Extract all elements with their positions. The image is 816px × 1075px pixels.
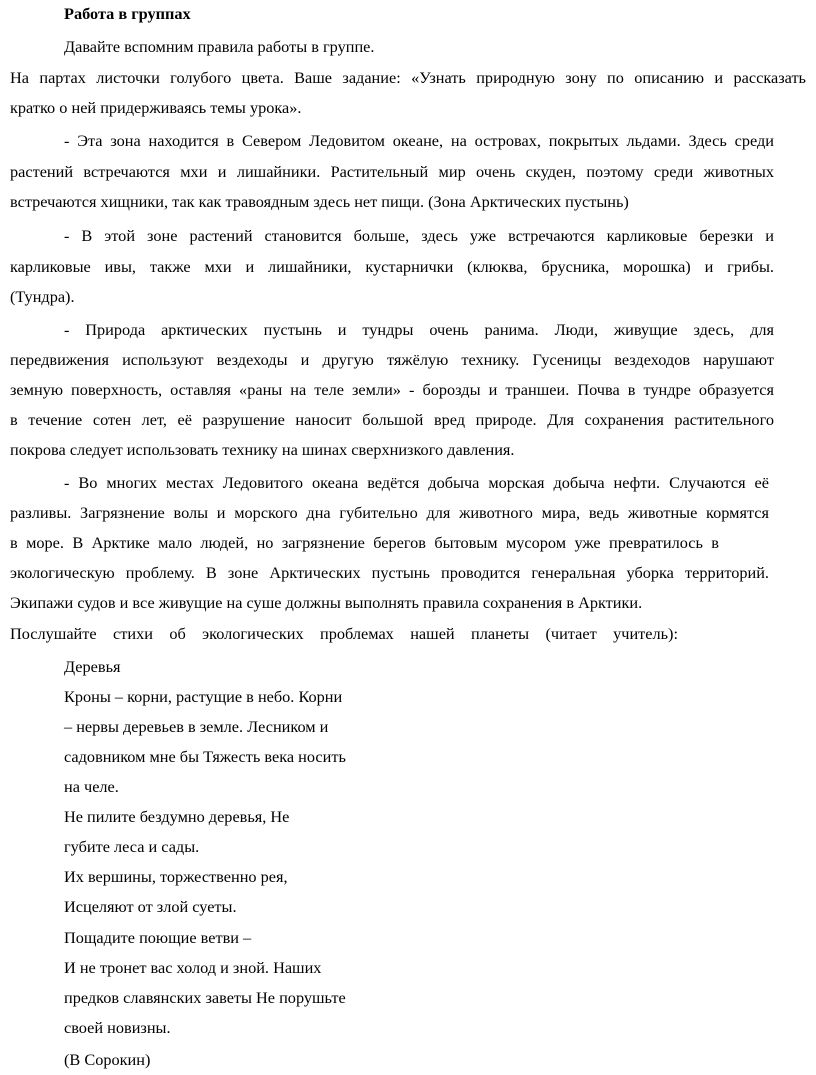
task-line: На партах листочки голубого цвета. Ваше задание: «Узнать природную зону по описанию и рассказать xyxy=(10,68,806,87)
poem-line: Их вершины, торжественно рея, xyxy=(64,867,288,886)
section-heading: Работа в группах xyxy=(64,4,191,23)
paragraph-oil-line: экологическую проблему. В зоне Арктических пустынь проводится генеральная уборка территорий. xyxy=(10,563,769,582)
poem-line: садовником мне бы Тяжесть века носить xyxy=(64,747,346,766)
paragraph-fragile-line: в течение сотен лет, её разрушение наносит большой вред природе. Для сохранения растительного xyxy=(10,410,774,429)
paragraph-tundra-line: - В этой зоне растений становится больше, здесь уже встречаются карликовые березки и xyxy=(64,226,774,245)
poem-line: Пощадите поющие ветви – xyxy=(64,928,252,947)
poem-line: – нервы деревьев в земле. Лесником и xyxy=(64,717,329,736)
poem-line: И не тронет вас холод и зной. Наших xyxy=(64,958,322,977)
poem-line: Исцеляют от злой суеты. xyxy=(64,897,237,916)
poem-line: Не пилите бездумно деревья, Не xyxy=(64,807,290,826)
intro-line: Давайте вспомним правила работы в группе. xyxy=(64,37,375,56)
paragraph-fragile-line: покрова следует использовать технику на шинах сверхнизкого давления. xyxy=(10,440,515,459)
paragraph-arctic-line: встречаются хищники, так как травоядным здесь нет пищи. (Зона Арктических пустынь) xyxy=(10,192,629,211)
poem-line: своей новизны. xyxy=(64,1018,171,1037)
paragraph-oil-line: Экипажи судов и все живущие на суше должны выполнять правила сохранения в Арктики. xyxy=(10,593,643,612)
poem-line: предков славянских заветы Не порушьте xyxy=(64,988,346,1007)
poem-line: на челе. xyxy=(64,777,119,796)
paragraph-arctic-line: - Эта зона находится в Севером Ледовитом океане, на островах, покрытых льдами. Здесь среди xyxy=(64,131,774,150)
paragraph-tundra-line: (Тундра). xyxy=(10,287,75,306)
paragraph-fragile-line: передвижения используют вездеходы и другую тяжёлую технику. Гусеницы вездеходов нарушают xyxy=(10,350,774,369)
paragraph-tundra-line: карликовые ивы, также мхи и лишайники, кустарнички (клюква, брусника, морошка) и грибы. xyxy=(10,257,774,276)
paragraph-fragile-line: земную поверхность, оставляя «раны на теле земли» - борозды и траншеи. Почва в тундре образуется xyxy=(10,380,774,399)
paragraph-oil-line: в море. В Арктике мало людей, но загрязнение берегов бытовым мусором уже превратилось в xyxy=(10,533,719,552)
poem-line: губите леса и сады. xyxy=(64,837,200,856)
paragraph-oil-line: разливы. Загрязнение волы и морского дна губительно для животного мира, ведь животные кормятся xyxy=(10,503,769,522)
paragraph-fragile-line: - Природа арктических пустынь и тундры очень ранима. Люди, живущие здесь, для xyxy=(64,320,774,339)
poem-author: (В Сорокин) xyxy=(64,1050,151,1069)
poem-title: Деревья xyxy=(64,657,121,676)
paragraph-arctic-line: растений встречаются мхи и лишайники. Растительный мир очень скуден, поэтому среди животных xyxy=(10,162,774,181)
poem-line: Кроны – корни, растущие в небо. Корни xyxy=(64,687,343,706)
paragraph-oil-line: - Во многих местах Ледовитого океана ведётся добыча морская добыча нефти. Случаются её xyxy=(64,473,769,492)
listen-line: Послушайте стихи об экологических проблемах нашей планеты (читает учитель): xyxy=(10,624,678,643)
task-line: кратко о ней придерживаясь темы урока». xyxy=(10,98,302,117)
